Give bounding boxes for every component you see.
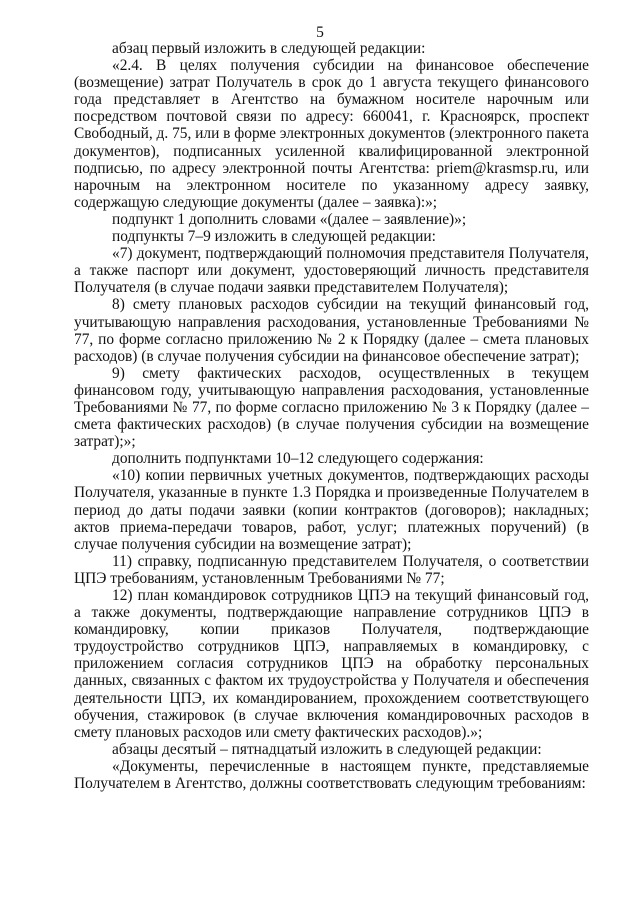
paragraph-subitems-10-12-instruction: дополнить подпунктами 10–12 следующего содержания: <box>112 450 484 468</box>
paragraph-subitems-7-9-instruction: подпункты 7–9 изложить в следующей редакции: <box>112 228 436 246</box>
paragraph-item-8: 8) смету плановых расходов субсидии на текущий финансовый год, учитывающую направления расходования, установленные Требованиями № 77, по форме согласно приложению № 2 к Порядку (далее – смета плановых расходов) (в случае получения субсидии на финансовое обеспечение затрат); <box>74 296 589 365</box>
page-number: 5 <box>316 24 324 41</box>
paragraph-item-12: 12) план командировок сотрудников ЦПЭ на текущий финансовый год, а также документы, подтверждающие направление сотрудников ЦПЭ в командировку, копии приказов Получателя, подтверждающие трудоустройство сотрудников ЦПЭ, направляемых в командировку, с приложением согласия сотрудников ЦПЭ на обработку персональных данных, связанных с фактом их трудоустройства у Получателя и обеспечения деятельности ЦПЭ, их командированием, прохождением соответствующего обучения, стажировок (в случае включения командировочных расходов в смету плановых расходов или смету фактических расходов).»; <box>74 587 589 741</box>
paragraph-documents-requirements: «Документы, перечисленные в настоящем пункте, представляемые Получателем в Агентство, должны соответствовать следующим требованиям: <box>74 757 589 793</box>
paragraph-item-10: «10) копии первичных учетных документов, подтверждающих расходы Получателя, указанные в пункте 1.3 Порядка и произведенные Получателем в период до даты подачи заявки (копии контрактов (договоров); накладных; актов приема-передачи товаров, работ, услуг; платежных поручений) (в случае получения субсидии на возмещение затрат); <box>74 467 589 553</box>
paragraph-paragraphs-10-15-instruction: абзацы десятый – пятнадцатый изложить в следующей редакции: <box>112 740 542 758</box>
paragraph-instruction-first: абзац первый изложить в следующей редакции: <box>112 40 426 57</box>
paragraph-item-11: 11) справку, подписанную представителем Получателя, о соответствии ЦПЭ требованиям, установленным Требованиями № 77; <box>74 552 589 587</box>
paragraph-item-7: «7) документ, подтверждающий полномочия представителя Получателя, а также паспорт или документ, удостоверяющий личность представителя Получателя (в случае подачи заявки представителем Получателя); <box>74 245 589 297</box>
paragraph-item-9: 9) смету фактических расходов, осуществленных в текущем финансовом году, учитывающую направления расходования, установленные Требованиями № 77, по форме согласно приложению № 3 к Порядку (далее – смета фактических расходов) (в случае получения субсидии на возмещение затрат);»; <box>74 364 589 451</box>
paragraph-subitem-1-instruction: подпункт 1 дополнить словами «(далее – заявление)»; <box>112 210 467 228</box>
document-body <box>74 40 589 792</box>
paragraph-2-4: «2.4. В целях получения субсидии на финансовое обеспечение (возмещение) затрат Получатель в срок до 1 августа текущего финансового года представляет в Агентство на бумажном носителе нарочным или посредством почтовой связи по адресу: 660041, г. Красноярск, проспект Свободный, д. 75, или в форме электронных документов (электронного пакета документов), подписанных усиленной квалифицированной электронной подписью, по адресу электронной почты Агентства: priem@krasmsp.ru, или нарочным на электронном носителе по указанному адресу заявку, содержащую следующие документы (далее – заявка):»; <box>74 57 589 211</box>
